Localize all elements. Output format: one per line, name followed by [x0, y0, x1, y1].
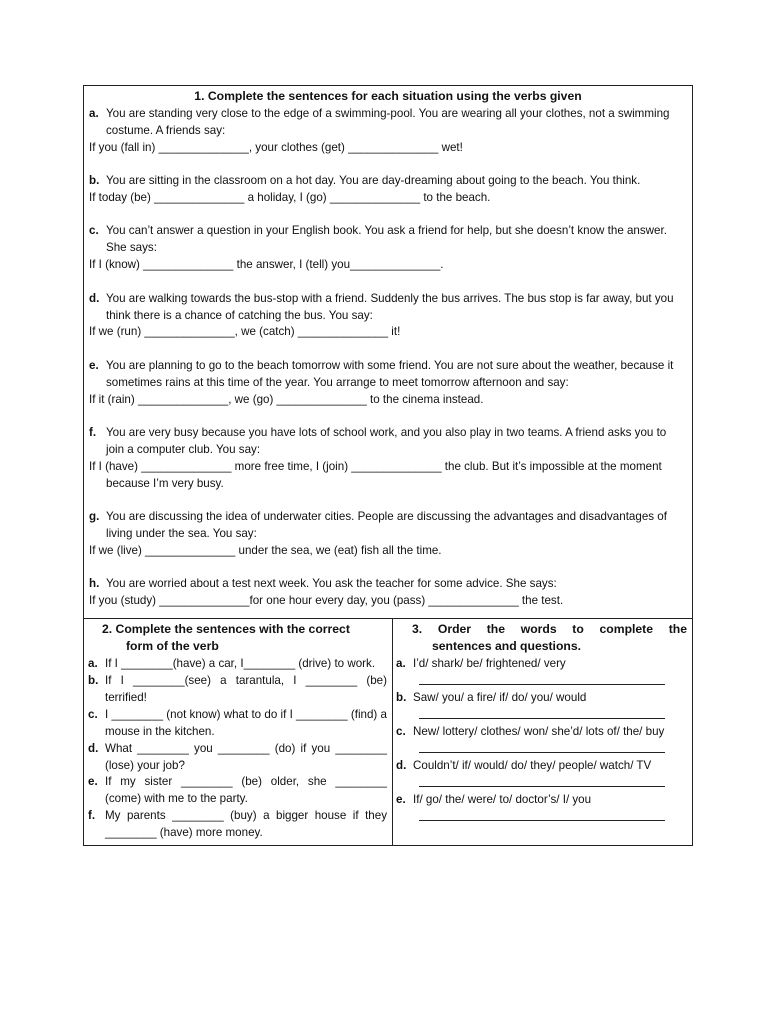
situation-item	[89, 173, 687, 207]
situation-row	[89, 223, 687, 257]
exercise-sentence: If we (live) ______________ under the sea, we (eat) fish all the time.	[89, 544, 442, 558]
item-letter: e.	[396, 792, 406, 806]
worksheet	[83, 85, 693, 846]
exercise-item	[396, 724, 687, 741]
situation-item	[89, 223, 687, 274]
exercise-sentence: If I (know) ______________ the answer, I (tell) you______________.	[89, 258, 444, 272]
situation-row	[89, 173, 687, 190]
section-2-title-line1: 2. Complete the sentences with the correct	[102, 622, 350, 637]
exercise-item	[88, 774, 387, 808]
situation-text: You are very busy because you have lots of school work, and you also play in two teams. A friend asks you to join a computer club. You say:	[106, 426, 667, 456]
exercise-item	[88, 673, 387, 707]
item-letter: c.	[88, 707, 98, 721]
situation-text: You are sitting in the classroom on a hot day. You are day-dreaming about going to the beach. You think.	[106, 174, 641, 188]
exercise-item	[396, 690, 687, 707]
situation-row	[89, 291, 687, 325]
item-letter: b.	[89, 174, 100, 188]
situation-row	[89, 576, 687, 593]
exercise-sentence-continued: because I’m very busy.	[106, 476, 224, 490]
exercise-item	[88, 741, 387, 775]
item-letter: g.	[89, 510, 100, 524]
situation-text: You are planning to go to the beach tomorrow with some friend. You are not sure about the weather, because it sometimes rains at this time of the year. You arrange to meet tomorrow afternoon and say:	[106, 358, 674, 389]
exercise-item	[396, 792, 687, 809]
situation-row	[89, 106, 687, 140]
section-3-title	[396, 621, 687, 655]
section-1-title: 1. Complete the sentences for each situation using the verbs given	[194, 89, 582, 103]
situation-item	[89, 106, 687, 157]
exercise-text: I’d/ shark/ be/ frightened/ very	[413, 657, 566, 671]
item-letter: f.	[88, 809, 96, 823]
item-letter: a.	[88, 657, 98, 671]
answer-line	[419, 673, 665, 685]
item-letter: c.	[89, 224, 99, 238]
situation-text: You are standing very close to the edge of a swimming-pool. You are wearing all your clothes, not a swimming costume. A friends say:	[106, 106, 670, 137]
exercise-text: If I ________(have) a car, I________ (drive) to work.	[105, 657, 376, 671]
exercise-text: My parents ________ (buy) a bigger house if they ________ (have) more money.	[105, 809, 387, 840]
situation-item	[89, 576, 687, 610]
item-letter: c.	[396, 724, 406, 738]
section-3	[393, 619, 692, 845]
section-2-title	[88, 621, 387, 655]
exercise-item	[88, 707, 387, 741]
exercise-text: What ________ you ________ (do) if you ________ (lose) your job?	[105, 741, 387, 772]
exercise-text: I ________ (not know) what to do if I ________ (find) a mouse in the kitchen.	[105, 707, 387, 738]
item-letter: e.	[88, 775, 98, 789]
exercise-item	[88, 808, 387, 842]
situation-item	[89, 358, 687, 409]
section-2	[84, 619, 393, 845]
bottom-sections	[84, 619, 692, 845]
section-2-items	[88, 656, 387, 842]
exercise-text: If I ________(see) a tarantula, I ________ (be) terrified!	[105, 673, 387, 704]
exercise-sentence: If it (rain) ______________, we (go) ______________ to the cinema instead.	[89, 392, 484, 406]
situation-item	[89, 291, 687, 342]
exercise-item	[396, 758, 687, 775]
item-letter: e.	[89, 358, 99, 372]
item-letter: a.	[396, 657, 406, 671]
exercise-sentence: If you (fall in) ______________, your clothes (get) ______________ wet!	[89, 140, 463, 154]
section-3-title-line2: sentences and questions.	[432, 639, 581, 654]
section-3-title-line1: 3. Order the words to complete the	[412, 622, 687, 637]
situation-row	[89, 509, 687, 543]
situation-text: You can’t answer a question in your English book. You ask a friend for help, but she doesn’t know the answer. She says:	[106, 224, 667, 255]
item-letter: a.	[89, 106, 99, 120]
section-3-items	[396, 656, 687, 821]
answer-line	[419, 775, 665, 787]
section-1	[84, 86, 692, 619]
section-2-title-line2: form of the verb	[126, 639, 219, 654]
situation-text: You are discussing the idea of underwater cities. People are discussing the advantages and disadvantages of living under the sea. You say:	[106, 510, 667, 541]
situation-text: You are walking towards the bus-stop with a friend. Suddenly the bus arrives. The bus stop is far away, but you think there is a chance of catching the bus. You say:	[106, 291, 674, 322]
item-letter: b.	[88, 673, 99, 687]
exercise-item	[88, 656, 387, 673]
exercise-text: If my sister ________ (be) older, she ________ (come) with me to the party.	[105, 775, 387, 806]
situation-row	[89, 358, 687, 392]
item-letter: f.	[89, 426, 97, 440]
exercise-sentence: If I (have) ______________ more free time, I (join) ______________ the club. But it’s impossible at the moment	[89, 459, 662, 473]
exercise-text: If/ go/ the/ were/ to/ doctor’s/ I/ you	[413, 792, 592, 806]
answer-line	[419, 809, 665, 821]
situation-item	[89, 425, 687, 493]
exercise-text: Saw/ you/ a fire/ if/ do/ you/ would	[413, 690, 587, 704]
exercise-item	[396, 656, 687, 673]
item-letter: h.	[89, 577, 100, 591]
section-1-items	[89, 106, 687, 610]
situation-row	[89, 425, 687, 459]
item-letter: b.	[396, 690, 407, 704]
answer-line	[419, 707, 665, 719]
exercise-sentence: If you (study) ______________for one hour every day, you (pass) ______________ the test.	[89, 594, 564, 608]
exercise-text: New/ lottery/ clothes/ won/ she’d/ lots of/ the/ buy	[413, 724, 665, 738]
item-letter: d.	[89, 291, 100, 305]
item-letter: d.	[396, 758, 407, 772]
situation-text: You are worried about a test next week. You ask the teacher for some advice. She says:	[106, 577, 557, 591]
exercise-text: Couldn’t/ if/ would/ do/ they/ people/ watch/ TV	[413, 758, 652, 772]
exercise-sentence: If today (be) ______________ a holiday, I (go) ______________ to the beach.	[89, 191, 491, 205]
item-letter: d.	[88, 741, 99, 755]
exercise-sentence: If we (run) ______________, we (catch) ______________ it!	[89, 325, 401, 339]
situation-item	[89, 509, 687, 560]
answer-line	[419, 741, 665, 753]
